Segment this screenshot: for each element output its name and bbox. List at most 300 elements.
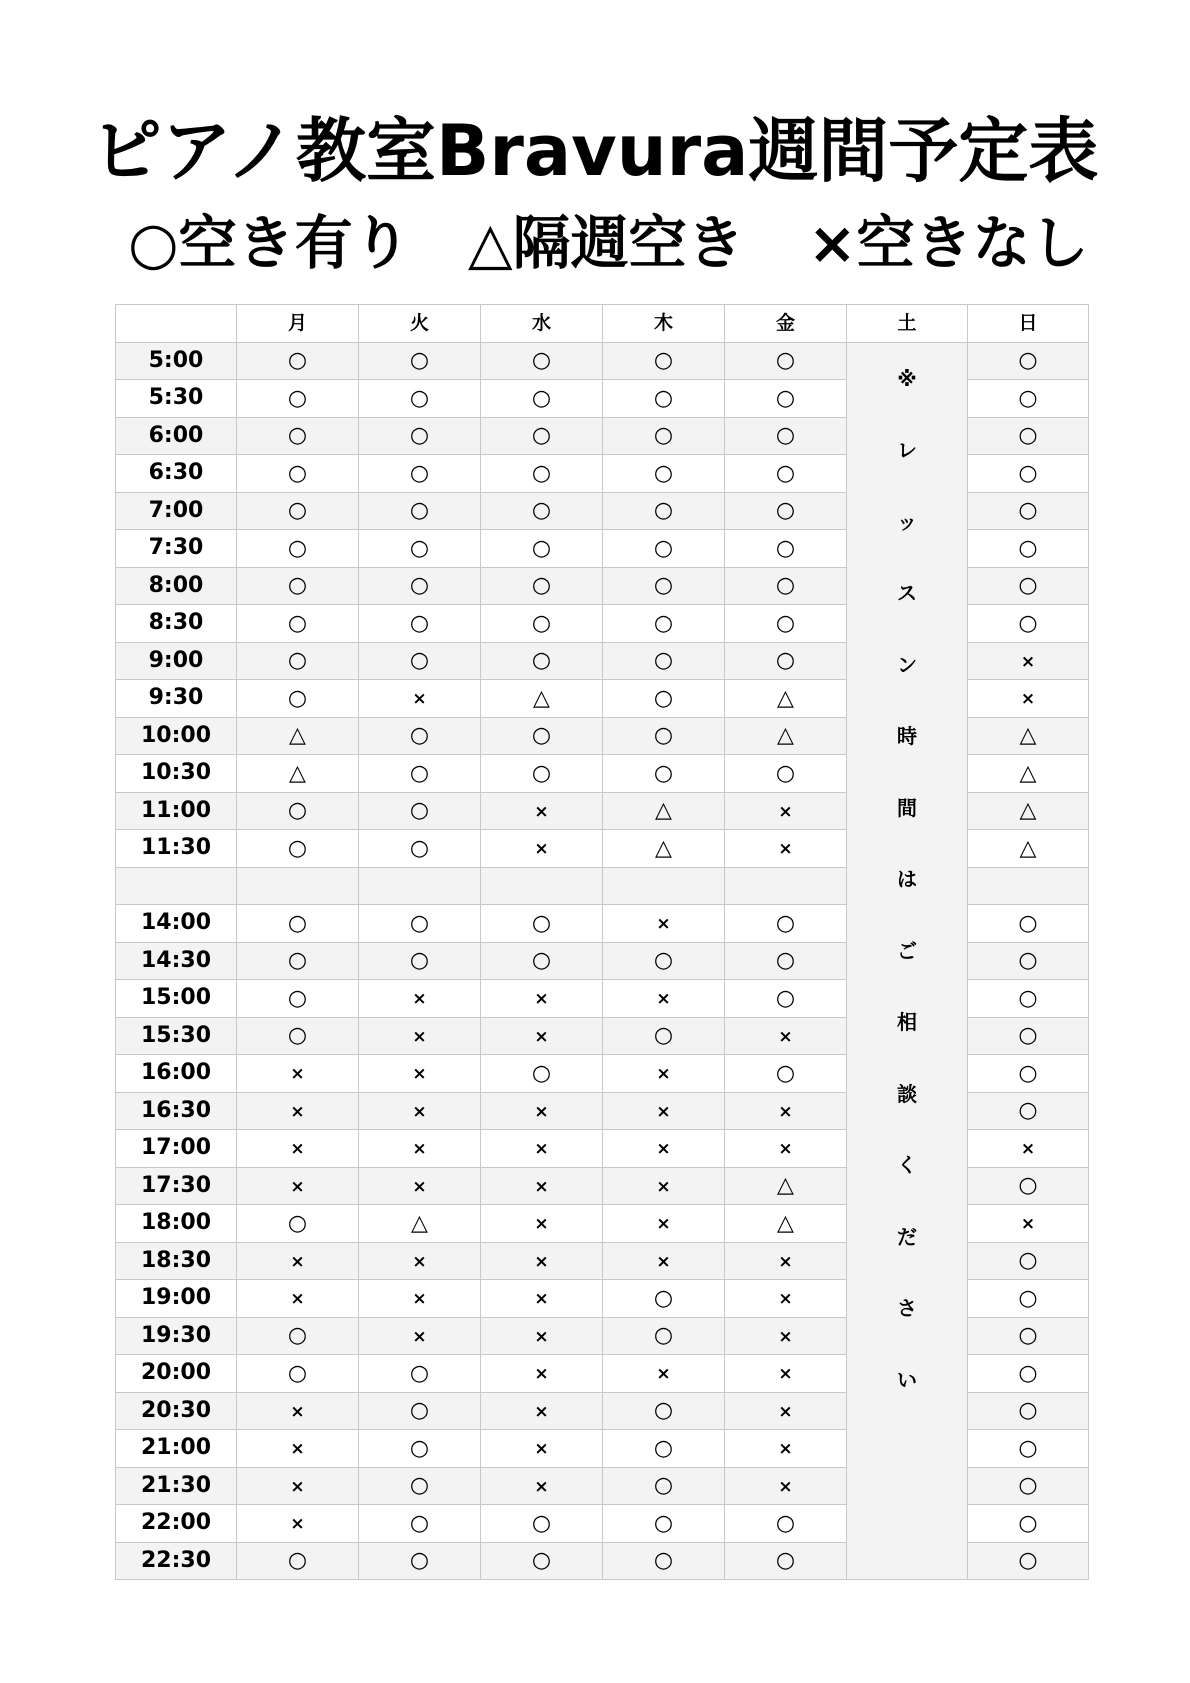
slot-fri xyxy=(725,717,847,755)
availability-mark: × xyxy=(656,989,671,1010)
time-cell: 8:00 xyxy=(116,567,237,605)
slot-thu xyxy=(603,1542,725,1580)
slot-sun xyxy=(968,605,1089,643)
slot-mon xyxy=(237,567,359,605)
time-cell: 5:00 xyxy=(116,342,237,380)
slot-wed xyxy=(481,1392,603,1430)
legend-alternate-weeks: △隔週空き xyxy=(468,209,745,277)
legend-available: ○空き有り xyxy=(128,209,411,277)
availability-mark: × xyxy=(534,839,549,860)
slot-thu xyxy=(603,492,725,530)
slot-tue xyxy=(359,1167,481,1205)
slot-wed xyxy=(481,1017,603,1055)
slot-sun xyxy=(968,1130,1089,1168)
slot-fri xyxy=(725,1467,847,1505)
availability-mark: ○ xyxy=(1018,1323,1038,1349)
time-cell: 19:00 xyxy=(116,1280,237,1318)
availability-mark: ○ xyxy=(531,648,552,674)
availability-mark: ○ xyxy=(409,498,430,524)
availability-mark: × xyxy=(290,1514,305,1535)
slot-sun xyxy=(968,680,1089,718)
slot-wed xyxy=(481,1205,603,1243)
slot-thu xyxy=(603,980,725,1018)
header-mon: 月 xyxy=(237,305,359,343)
availability-mark: ○ xyxy=(409,910,430,936)
slot-tue xyxy=(359,1092,481,1130)
availability-mark: ○ xyxy=(409,423,430,449)
slot-mon xyxy=(237,1055,359,1093)
slot-thu xyxy=(603,1467,725,1505)
availability-mark: ○ xyxy=(409,535,430,561)
slot-thu xyxy=(603,1242,725,1280)
availability-mark: ○ xyxy=(775,985,796,1011)
slot-thu xyxy=(603,717,725,755)
time-cell: 16:00 xyxy=(116,1055,237,1093)
time-cell: 6:00 xyxy=(116,417,237,455)
time-cell: 20:30 xyxy=(116,1392,237,1430)
slot-wed xyxy=(481,905,603,943)
availability-mark: △ xyxy=(655,798,672,824)
slot-thu xyxy=(603,642,725,680)
slot-wed xyxy=(481,1505,603,1543)
availability-mark: × xyxy=(778,1101,793,1122)
slot-tue xyxy=(359,905,481,943)
slot-wed xyxy=(481,755,603,793)
time-cell: 10:00 xyxy=(116,717,237,755)
slot-thu xyxy=(603,417,725,455)
slot-thu xyxy=(603,680,725,718)
availability-mark: ○ xyxy=(287,535,308,561)
slot-tue xyxy=(359,605,481,643)
availability-mark: ○ xyxy=(653,348,674,374)
note-char: ※ xyxy=(897,366,917,391)
availability-mark: × xyxy=(534,1364,549,1385)
schedule-body xyxy=(116,342,1089,1580)
legend-unavailable: ×空きなし xyxy=(808,209,1089,277)
availability-mark: ○ xyxy=(653,1285,674,1311)
availability-mark: ○ xyxy=(653,685,674,711)
slot-mon xyxy=(237,1280,359,1318)
slot-thu xyxy=(603,1505,725,1543)
availability-mark: ○ xyxy=(409,798,430,824)
slot-mon xyxy=(237,1242,359,1280)
availability-mark: ○ xyxy=(653,648,674,674)
availability-mark: ○ xyxy=(409,1473,430,1499)
availability-mark: ○ xyxy=(409,460,430,486)
slot-mon xyxy=(237,905,359,943)
availability-mark: ○ xyxy=(1018,385,1038,411)
availability-mark: × xyxy=(412,1064,427,1085)
slot-thu xyxy=(603,1092,725,1130)
availability-mark: ○ xyxy=(653,948,674,974)
saturday-note xyxy=(847,342,968,1580)
slot-mon xyxy=(237,1430,359,1468)
availability-mark: × xyxy=(534,1476,549,1497)
slot-tue xyxy=(359,942,481,980)
slot-wed xyxy=(481,942,603,980)
availability-mark: × xyxy=(412,989,427,1010)
slot-tue xyxy=(359,1280,481,1318)
slot-sun xyxy=(968,1355,1089,1393)
slot-sun xyxy=(968,717,1089,755)
availability-mark: × xyxy=(290,1439,305,1460)
availability-mark: ○ xyxy=(653,1548,674,1574)
availability-mark: ○ xyxy=(287,385,308,411)
slot-mon xyxy=(237,942,359,980)
availability-mark: ○ xyxy=(653,1023,674,1049)
time-cell: 9:00 xyxy=(116,642,237,680)
availability-mark: × xyxy=(778,1476,793,1497)
availability-mark: ○ xyxy=(409,385,430,411)
slot-wed xyxy=(481,680,603,718)
availability-mark: × xyxy=(412,689,427,710)
availability-mark: × xyxy=(778,801,793,822)
header-wed: 水 xyxy=(481,305,603,343)
availability-mark: × xyxy=(290,1401,305,1422)
slot-mon xyxy=(237,1467,359,1505)
availability-mark: × xyxy=(534,1401,549,1422)
note-char: さ xyxy=(897,1296,917,1320)
time-cell: 7:30 xyxy=(116,530,237,568)
header-row xyxy=(116,305,1089,343)
note-char: は xyxy=(897,867,917,891)
header-sun: 日 xyxy=(968,305,1089,343)
availability-mark: ○ xyxy=(1018,348,1038,374)
slot-wed xyxy=(481,530,603,568)
availability-mark: ○ xyxy=(653,385,674,411)
slot-wed xyxy=(481,830,603,868)
availability-mark: × xyxy=(1020,689,1036,710)
slot-thu xyxy=(603,905,725,943)
availability-mark: ○ xyxy=(409,573,430,599)
slot-fri xyxy=(725,455,847,493)
time-cell: 19:30 xyxy=(116,1317,237,1355)
availability-mark: ○ xyxy=(1018,610,1038,636)
slot-sun xyxy=(968,1092,1089,1130)
slot-thu xyxy=(603,1130,725,1168)
availability-mark: ○ xyxy=(409,723,430,749)
availability-mark: ○ xyxy=(287,1360,308,1386)
availability-mark: △ xyxy=(777,1210,794,1236)
availability-mark: × xyxy=(412,1026,427,1047)
availability-mark: ○ xyxy=(653,1398,674,1424)
note-char: 時 xyxy=(897,724,917,748)
slot-mon xyxy=(237,1355,359,1393)
availability-mark: × xyxy=(778,1289,793,1310)
time-cell: 6:30 xyxy=(116,455,237,493)
slot-wed xyxy=(481,1430,603,1468)
slot-thu xyxy=(603,942,725,980)
availability-mark: × xyxy=(534,1026,549,1047)
slot-wed xyxy=(481,642,603,680)
slot-wed xyxy=(481,492,603,530)
availability-mark: × xyxy=(534,1251,549,1272)
availability-mark: ○ xyxy=(653,610,674,636)
slot-tue xyxy=(359,830,481,868)
availability-mark: × xyxy=(534,801,549,822)
slot-mon xyxy=(237,1505,359,1543)
availability-mark: ○ xyxy=(409,1435,430,1461)
availability-mark: ○ xyxy=(531,1510,552,1536)
availability-mark: ○ xyxy=(531,723,552,749)
slot-wed xyxy=(481,605,603,643)
slot-fri xyxy=(725,1542,847,1580)
availability-mark: ○ xyxy=(1018,535,1038,561)
time-cell: 15:30 xyxy=(116,1017,237,1055)
slot-tue xyxy=(359,755,481,793)
slot-fri xyxy=(725,680,847,718)
availability-mark: ○ xyxy=(653,1323,674,1349)
availability-mark: ○ xyxy=(775,910,796,936)
slot-tue xyxy=(359,1542,481,1580)
availability-mark: ○ xyxy=(531,1548,552,1574)
slot-thu xyxy=(603,792,725,830)
slot-mon xyxy=(237,717,359,755)
slot-fri xyxy=(725,380,847,418)
slot-tue xyxy=(359,1317,481,1355)
slot-wed xyxy=(481,455,603,493)
slot-sun xyxy=(968,792,1089,830)
slot-thu xyxy=(603,1205,725,1243)
availability-mark: △ xyxy=(289,760,306,786)
availability-mark: × xyxy=(656,1176,671,1197)
slot-sun xyxy=(968,1317,1089,1355)
slot-thu xyxy=(603,605,725,643)
slot-wed xyxy=(481,1467,603,1505)
slot-thu xyxy=(603,1430,725,1468)
note-char: 間 xyxy=(897,795,917,820)
availability-mark: ○ xyxy=(531,573,552,599)
availability-mark: × xyxy=(1020,1139,1036,1160)
slot-mon xyxy=(237,455,359,493)
availability-mark: ○ xyxy=(775,348,796,374)
availability-mark: ○ xyxy=(409,648,430,674)
slot-fri xyxy=(725,980,847,1018)
availability-mark: ○ xyxy=(653,1435,674,1461)
slot-wed xyxy=(481,1242,603,1280)
slot-sun xyxy=(968,455,1089,493)
slot-thu xyxy=(603,867,725,905)
availability-mark: ○ xyxy=(287,460,308,486)
slot-tue xyxy=(359,455,481,493)
slot-wed xyxy=(481,567,603,605)
slot-mon xyxy=(237,642,359,680)
availability-mark: × xyxy=(412,1101,427,1122)
slot-mon xyxy=(237,1130,359,1168)
slot-thu xyxy=(603,530,725,568)
slot-mon xyxy=(237,792,359,830)
note-char: ス xyxy=(897,581,917,605)
time-cell: 20:00 xyxy=(116,1355,237,1393)
slot-mon xyxy=(237,1205,359,1243)
availability-mark: ○ xyxy=(775,385,796,411)
availability-mark: × xyxy=(290,1101,305,1122)
availability-mark: ○ xyxy=(287,498,308,524)
slot-wed xyxy=(481,342,603,380)
note-char: だ xyxy=(897,1224,917,1249)
availability-mark: ○ xyxy=(1018,1360,1038,1386)
availability-mark: × xyxy=(412,1289,427,1310)
availability-mark: ○ xyxy=(775,948,796,974)
slot-thu xyxy=(603,1355,725,1393)
slot-fri xyxy=(725,830,847,868)
slot-thu xyxy=(603,1317,725,1355)
slot-sun xyxy=(968,1242,1089,1280)
availability-mark: ○ xyxy=(531,910,552,936)
availability-mark: △ xyxy=(777,685,794,711)
slot-sun xyxy=(968,567,1089,605)
availability-mark: × xyxy=(534,1176,549,1197)
availability-mark: ○ xyxy=(1018,1098,1038,1124)
availability-mark: × xyxy=(778,1139,793,1160)
slot-fri xyxy=(725,642,847,680)
slot-fri xyxy=(725,1392,847,1430)
slot-sun xyxy=(968,1467,1089,1505)
availability-mark: △ xyxy=(655,835,672,861)
slot-mon xyxy=(237,1392,359,1430)
slot-mon xyxy=(237,1317,359,1355)
availability-mark: × xyxy=(778,839,793,860)
note-char: レ xyxy=(897,438,917,462)
availability-mark: ○ xyxy=(1018,573,1038,599)
availability-mark: △ xyxy=(533,685,550,711)
slot-sun xyxy=(968,342,1089,380)
time-cell: 8:30 xyxy=(116,605,237,643)
slot-fri xyxy=(725,1242,847,1280)
slot-wed xyxy=(481,1092,603,1130)
slot-mon xyxy=(237,1017,359,1055)
availability-mark: × xyxy=(534,1326,549,1347)
legend xyxy=(0,208,1190,278)
slot-wed xyxy=(481,380,603,418)
slot-sun xyxy=(968,380,1089,418)
slot-mon xyxy=(237,1167,359,1205)
availability-mark: ○ xyxy=(653,760,674,786)
time-cell: 17:00 xyxy=(116,1130,237,1168)
slot-tue xyxy=(359,1130,481,1168)
time-cell: 5:30 xyxy=(116,380,237,418)
note-char: ご xyxy=(897,938,917,963)
availability-mark: × xyxy=(534,1139,549,1160)
availability-mark: × xyxy=(656,914,671,935)
availability-mark: ○ xyxy=(531,760,552,786)
availability-mark: ○ xyxy=(531,535,552,561)
slot-sun xyxy=(968,530,1089,568)
slot-sun xyxy=(968,1055,1089,1093)
time-cell: 18:00 xyxy=(116,1205,237,1243)
slot-tue xyxy=(359,642,481,680)
availability-mark: ○ xyxy=(409,1510,430,1536)
slot-mon xyxy=(237,1542,359,1580)
slot-mon xyxy=(237,680,359,718)
availability-mark: ○ xyxy=(775,498,796,524)
availability-mark: ○ xyxy=(775,535,796,561)
slot-fri xyxy=(725,1205,847,1243)
time-cell: 10:30 xyxy=(116,755,237,793)
availability-mark: ○ xyxy=(287,910,308,936)
availability-mark: × xyxy=(412,1251,427,1272)
availability-mark: × xyxy=(290,1064,305,1085)
slot-mon xyxy=(237,867,359,905)
availability-mark: × xyxy=(656,1139,671,1160)
availability-mark: △ xyxy=(1019,798,1037,824)
schedule-table xyxy=(115,304,1089,1580)
availability-mark: ○ xyxy=(1018,1023,1038,1049)
availability-mark: × xyxy=(534,1214,549,1235)
availability-mark: ○ xyxy=(287,1210,308,1236)
slot-sun xyxy=(968,1205,1089,1243)
header-sat: 土 xyxy=(847,305,968,343)
note-char: く xyxy=(897,1153,917,1177)
slot-wed xyxy=(481,792,603,830)
availability-mark: × xyxy=(778,1026,793,1047)
availability-mark: ○ xyxy=(409,760,430,786)
availability-mark: ○ xyxy=(531,423,552,449)
availability-mark: ○ xyxy=(1018,498,1038,524)
slot-tue xyxy=(359,1430,481,1468)
availability-mark: × xyxy=(656,1251,671,1272)
slot-fri xyxy=(725,492,847,530)
page-title: ピアノ教室Bravura週間予定表 xyxy=(91,110,1099,192)
availability-mark: ○ xyxy=(409,835,430,861)
availability-mark: × xyxy=(534,989,549,1010)
slot-fri xyxy=(725,342,847,380)
slot-tue xyxy=(359,1392,481,1430)
slot-mon xyxy=(237,980,359,1018)
availability-mark: ○ xyxy=(531,460,552,486)
availability-mark: ○ xyxy=(775,648,796,674)
slot-tue xyxy=(359,1505,481,1543)
slot-mon xyxy=(237,530,359,568)
availability-mark: ○ xyxy=(775,1510,796,1536)
availability-mark: △ xyxy=(411,1210,428,1236)
slot-mon xyxy=(237,1092,359,1130)
slot-wed xyxy=(481,1542,603,1580)
slot-tue xyxy=(359,417,481,455)
note-char: い xyxy=(897,1367,917,1392)
availability-mark: ○ xyxy=(287,835,308,861)
availability-mark: × xyxy=(290,1476,305,1497)
slot-thu xyxy=(603,1055,725,1093)
slot-wed xyxy=(481,1317,603,1355)
slot-thu xyxy=(603,567,725,605)
availability-mark: △ xyxy=(289,723,306,749)
slot-tue xyxy=(359,1467,481,1505)
availability-mark: △ xyxy=(1019,835,1037,861)
availability-mark: ○ xyxy=(1018,423,1038,449)
slot-wed xyxy=(481,1055,603,1093)
time-cell: 18:30 xyxy=(116,1242,237,1280)
availability-mark: ○ xyxy=(287,798,308,824)
slot-tue xyxy=(359,680,481,718)
availability-mark: ○ xyxy=(1018,460,1038,486)
availability-mark: × xyxy=(778,1364,793,1385)
availability-mark: × xyxy=(412,1326,427,1347)
availability-mark: ○ xyxy=(775,423,796,449)
time-cell xyxy=(116,867,237,905)
slot-fri xyxy=(725,1055,847,1093)
time-cell: 7:00 xyxy=(116,492,237,530)
availability-mark: × xyxy=(778,1251,793,1272)
slot-tue xyxy=(359,717,481,755)
availability-mark: ○ xyxy=(1018,1473,1038,1499)
slot-mon xyxy=(237,830,359,868)
availability-mark: ○ xyxy=(1018,1548,1038,1574)
time-cell: 17:30 xyxy=(116,1167,237,1205)
availability-mark: × xyxy=(290,1289,305,1310)
availability-mark: ○ xyxy=(531,610,552,636)
slot-sun xyxy=(968,755,1089,793)
